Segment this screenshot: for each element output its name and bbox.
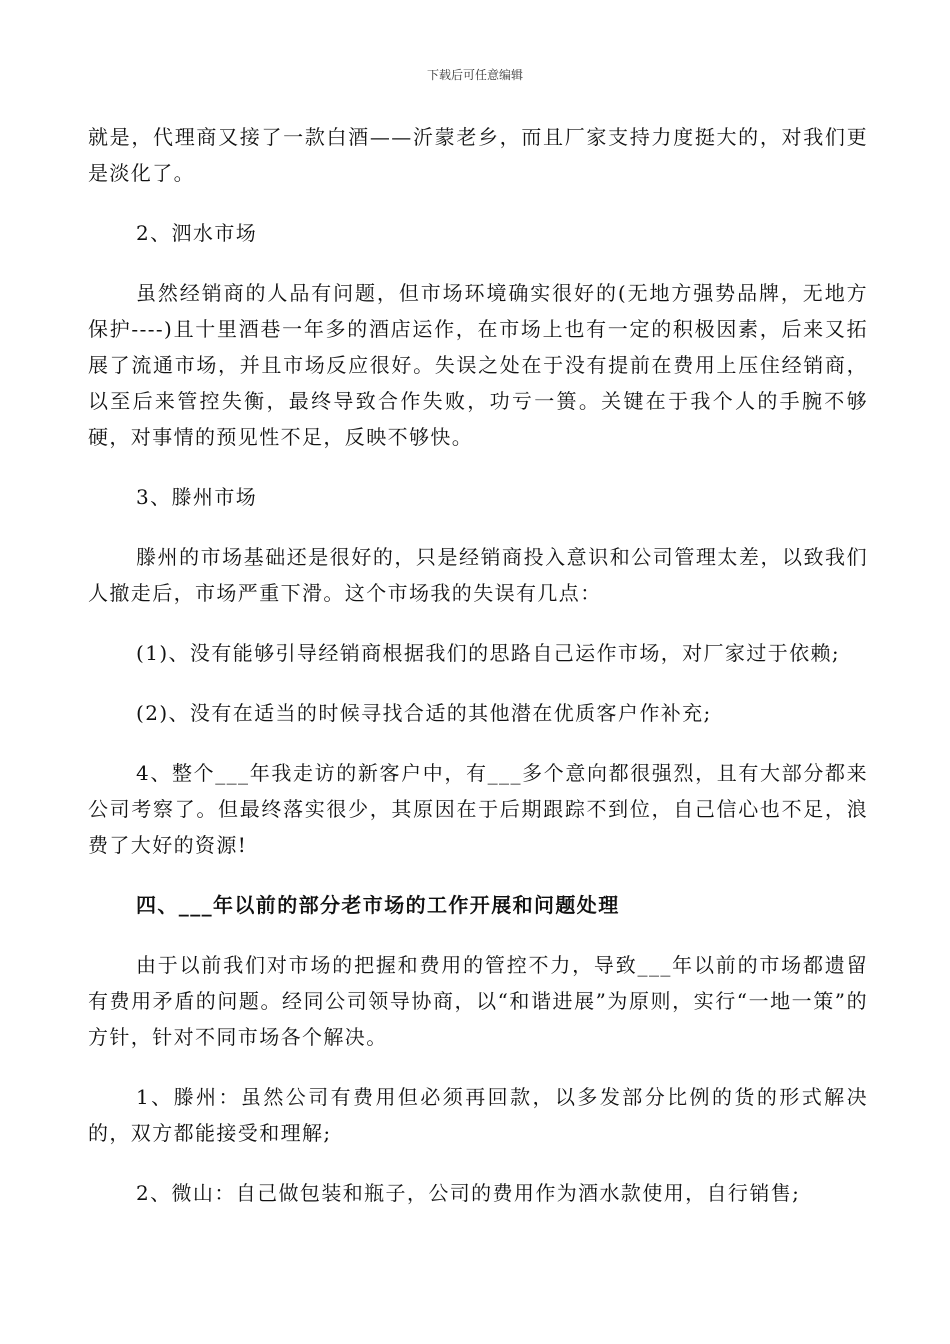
- list-item-2: (2)、没有在适当的时候寻找合适的其他潜在优质客户作补充;: [136, 701, 712, 725]
- document-body: [88, 119, 868, 1211]
- paragraph-tengzhou: 滕州的市场基础还是很好的，只是经销商投入意识和公司管理太差，以致我们人撤走后，市场严重下滑。这个市场我的失误有几点：: [88, 545, 868, 605]
- section-heading-sishui: 2、泗水市场: [136, 221, 258, 245]
- section-heading-tengzhou: 3、滕州市场: [136, 485, 258, 509]
- paragraph-new-clients: 4、整个___年我走访的新客户中，有___多个意向都很强烈，且有大部分都来公司考察了。但最终落实很少，其原因在于后期跟踪不到位，自己信心也不足，浪费了大好的资源!: [88, 761, 868, 857]
- page-header: 下载后可任意编辑: [426, 68, 523, 82]
- paragraph-old-markets: 由于以前我们对市场的把握和费用的管控不力，导致___年以前的市场都遗留有费用矛盾的问题。经同公司领导协商，以“和谐进展”为原则，实行“一地一策”的方针，针对不同市场各个解决。: [88, 953, 868, 1049]
- paragraph-continuation: 就是，代理商又接了一款白酒——沂蒙老乡，而且厂家支持力度挺大的，对我们更是淡化了。: [88, 125, 868, 185]
- paragraph-weishan-solution: 2、微山：自己做包装和瓶子，公司的费用作为酒水款使用，自行销售;: [136, 1181, 801, 1205]
- section-heading-four: 四、___年以前的部分老市场的工作开展和问题处理: [136, 893, 620, 917]
- paragraph-tengzhou-solution: 1、滕州：虽然公司有费用但必须再回款，以多发部分比例的货的形式解决的，双方都能接受和理解;: [88, 1085, 868, 1145]
- list-item-1: (1)、没有能够引导经销商根据我们的思路自己运作市场，对厂家过于依赖;: [136, 641, 841, 665]
- paragraph-sishui: 虽然经销商的人品有问题，但市场环境确实很好的(无地方强势品牌，无地方保护----)且十里酒巷一年多的酒店运作，在市场上也有一定的积极因素，后来又拓展了流通市场，并且市场反应很好。失误之处在于没有提前在费用上压住经销商，以至后来管控失衡，最终导致合作失败，功亏一篑。关键在于我个人的手腕不够硬，对事情的预见性不足，反映不够快。: [88, 281, 868, 449]
